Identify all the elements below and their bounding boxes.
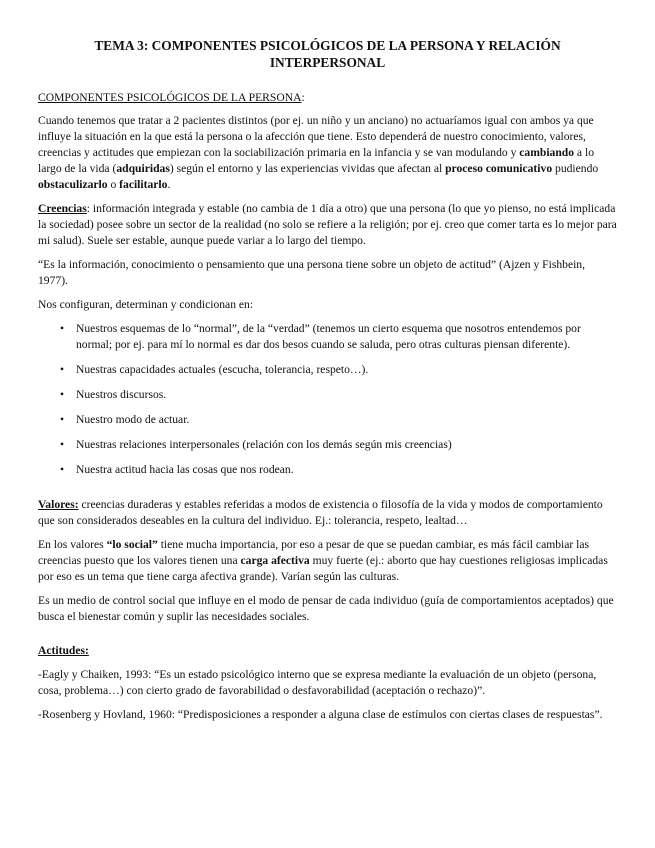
actitudes-eagly-quote: -Eagly y Chaiken, 1993: “Es un estado psicológico interno que se expresa mediante la evaluación de un objeto (persona, cosa, problema…) con cierto grado de favorabilidad o desfavorabilidad (aceptación o rechazo)”. [38, 668, 597, 698]
valores-term: Valores: [38, 498, 79, 512]
valores-paragraph-3: Es un medio de control social que influye en el modo de pensar de cada individuo (guía de comportamientos aceptados) que busca el bienestar común y suplir las necesidades sociales. [38, 594, 614, 624]
creencias-term: Creencias [38, 202, 87, 216]
list-item: • Nuestra actitud hacia las cosas que nos rodean. [76, 462, 617, 478]
componentes-heading: COMPONENTES PSICOLÓGICOS DE LA PERSONA: [38, 90, 305, 104]
title-line-2: INTERPERSONAL [269, 54, 386, 70]
creencias-intro: Nos configuran, determinan y condicionan en: [38, 298, 254, 312]
valores-definition: Valores: creencias duraderas y estables referidas a modos de existencia o filosofía de la vida y modos de comportamiento que son considerados deseables en la cultura del individuo. Ej.: tolerancia, respeto, lealtad… [38, 498, 603, 528]
creencias-definition: Creencias: información integrada y estable (no cambia de 1 día a otro) que una persona (lo que yo pienso, no está implicada la sociedad) posee sobre un sector de la realidad (no solo se refiere a la religión; por ej. creo que comer tarta es lo mejor para mi salud). Suele ser estable, aunque puede variar a lo largo del tiempo. [38, 202, 617, 248]
list-item: • Nuestros esquemas de lo “normal”, de la “verdad” (tenemos un cierto esquema que nosotros entendemos por normal; por ej. para mí lo normal es dar dos besos cuando se saluda, pero otras culturas piensan diferente). [76, 321, 617, 353]
actitudes-rosenberg-quote: -Rosenberg y Hovland, 1960: “Predisposiciones a responder a alguna clase de estímulos con ciertas clases de respuestas”. [38, 708, 603, 722]
creencias-bullet-list [38, 321, 617, 478]
actitudes-heading: Actitudes: [38, 644, 89, 658]
list-item: • Nuestros discursos. [76, 387, 617, 403]
list-item: • Nuestro modo de actuar. [76, 412, 617, 428]
componentes-paragraph: Cuando tenemos que tratar a 2 pacientes distintos (por ej. un niño y un anciano) no actuaríamos igual con ambos ya que influye la situación en la que está la persona o la afección que tiene. Esto dependerá de nuestro conocimiento, valores, creencias y actitudes que empiezan con la sociabilización primaria en la infancia y se van modulando y cambiando a lo largo de la vida (adquiridas) según el entorno y las experiencias vividas que afectan al proceso comunicativo pudiendo obstaculizarlo o facilitarlo. [38, 114, 599, 192]
page-title [38, 38, 617, 72]
title-line-1: TEMA 3: COMPONENTES PSICOLÓGICOS DE LA PERSONA Y RELACIÓN [94, 38, 561, 53]
valores-paragraph-2: En los valores “lo social” tiene mucha importancia, por eso a pesar de que se puedan cambiar, es más fácil cambiar las creencias puesto que los valores tienen una carga afectiva muy fuerte (ej.: aborto que hay cuestiones religiosas implicadas por eso es un tema que tiene carga afectiva grande). Varían según las culturas. [38, 538, 608, 584]
list-item: • Nuestras capacidades actuales (escucha, tolerancia, respeto…). [76, 362, 617, 378]
list-item: • Nuestras relaciones interpersonales (relación con los demás según mis creencias) [76, 437, 617, 453]
creencias-quote: “Es la información, conocimiento o pensamiento que una persona tiene sobre un objeto de actitud” (Ajzen y Fishbein, 1977). [38, 258, 586, 288]
